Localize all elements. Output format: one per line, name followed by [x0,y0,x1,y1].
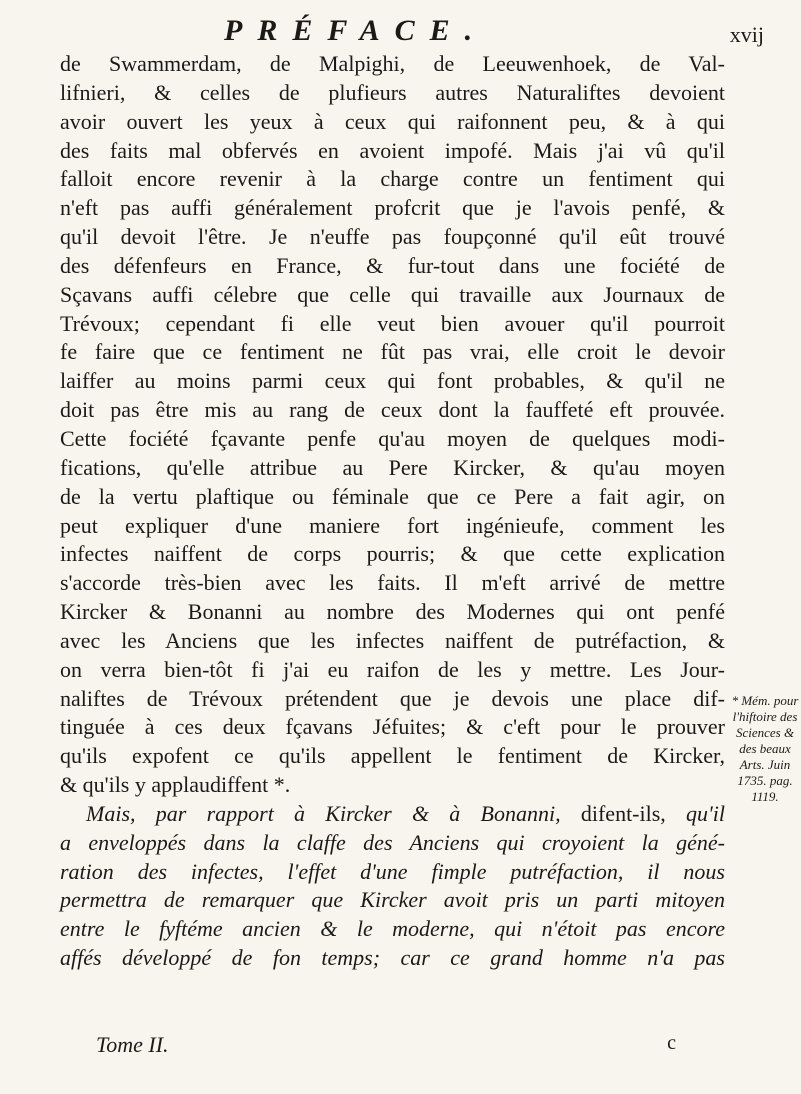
text-line: lifnieri, & celles de plufieurs autres Naturaliftes devoient [60,79,725,105]
body-text [60,50,725,973]
margin-note-line: Arts. Juin [739,757,791,772]
italic-run: qu'il [686,800,725,826]
text-line: doit pas être mis au rang de ceux dont la fauffeté eft prouvée. [60,397,725,423]
text-line: Sçavans auffi célebre que celle qui travaille aux Journaux de [60,281,725,307]
italic-text-line: affés développé de fon temps; car ce grand homme n'a pas [60,945,725,971]
margin-note-line: l'hiftoire des [732,709,798,724]
margin-note-line: 1735. pag. [737,773,793,788]
running-title: PRÉFACE. [224,14,488,47]
text-line: qu'ils expofent ce qu'ils appellent le fentiment de Kircker, [60,743,725,769]
roman-run: difent-ils, [560,800,687,826]
text-line: on verra bien-tôt fi j'ai eu raifon de les y mettre. Les Jour- [60,656,725,682]
text-line: naliftes de Trévoux prétendent que je devois une place dif- [60,685,725,711]
text-line: qu'il devoit l'être. Je n'euffe pas foupçonné qu'il eût trouvé [60,224,725,250]
page-footer [96,1032,676,1062]
italic-text-line: ration des infectes, l'effet d'une fimple putréfaction, il nous [60,858,725,884]
text-line: Cette fociété fçavante penfe qu'au moyen de quelques modi- [60,425,725,451]
text-line: fications, qu'elle attribue au Pere Kircker, & qu'au moyen [60,454,725,480]
margin-note-line: Sciences & [735,725,795,740]
text-line: tinguée à ces deux fçavans Jéfuites; & c'eft pour le prouver [60,714,725,740]
text-line: falloit encore revenir à la charge contre un fentiment qui [60,166,725,192]
signature-mark: c [667,1032,676,1054]
text-line: s'accorde très-bien avec les faits. Il m'eft arrivé de mettre [60,570,725,596]
italic-run: Mais, par rapport à Kircker & à Bonanni, [86,800,561,826]
page-header [224,14,784,50]
text-line: avec les Anciens que les infectes naiffent de putréfaction, & [60,627,725,653]
text-line: des défenfeurs en France, & fur-tout dans une fociété de [60,252,725,278]
text-line: Trévoux; cependant fi elle veut bien avouer qu'il pourroit [60,310,725,336]
tome-label: Tome II. [96,1032,169,1057]
margin-note [730,693,800,805]
text-line: de Swammerdam, de Malpighi, de Leeuwenhoek, de Val- [60,51,725,76]
margin-note-line: 1119. [751,789,779,804]
text-line-mixed [60,800,725,829]
page-number: xvij [729,22,764,47]
italic-text-line: a enveloppés dans la claffe des Anciens qui croyoient la géné- [60,829,725,855]
text-line: laiffer au moins parmi ceux qui font probables, & qu'il ne [60,368,725,394]
text-line: des faits mal obfervés en avoient impofé. Mais j'ai vû qu'il [60,137,725,163]
italic-text-line: entre le fyftéme ancien & le moderne, qui n'étoit pas encore [60,916,725,942]
text-line: & qu'ils y applaudiffent *. [60,772,291,798]
text-line: fe faire que ce fentiment ne fût pas vrai, elle croit le devoir [60,339,725,365]
text-line: n'eft pas auffi généralement profcrit que je l'avois penfé, & [60,195,725,221]
text-line: avoir ouvert les yeux à ceux qui raifonnent peu, & à qui [60,108,725,134]
margin-note-line: * Mém. pour [731,693,799,708]
text-line: de la vertu plaftique ou féminale que ce Pere a fait agir, on [60,483,725,509]
text-line: Kircker & Bonanni au nombre des Modernes qui ont penfé [60,599,725,625]
margin-note-line: des beaux [739,741,791,756]
text-line: peut expliquer d'une maniere fort ingénieufe, comment les [60,512,725,538]
text-line: infectes naiffent de corps pourris; & que cette explication [60,541,725,567]
italic-text-line: permettra de remarquer que Kircker avoit pris un parti mitoyen [60,887,725,913]
